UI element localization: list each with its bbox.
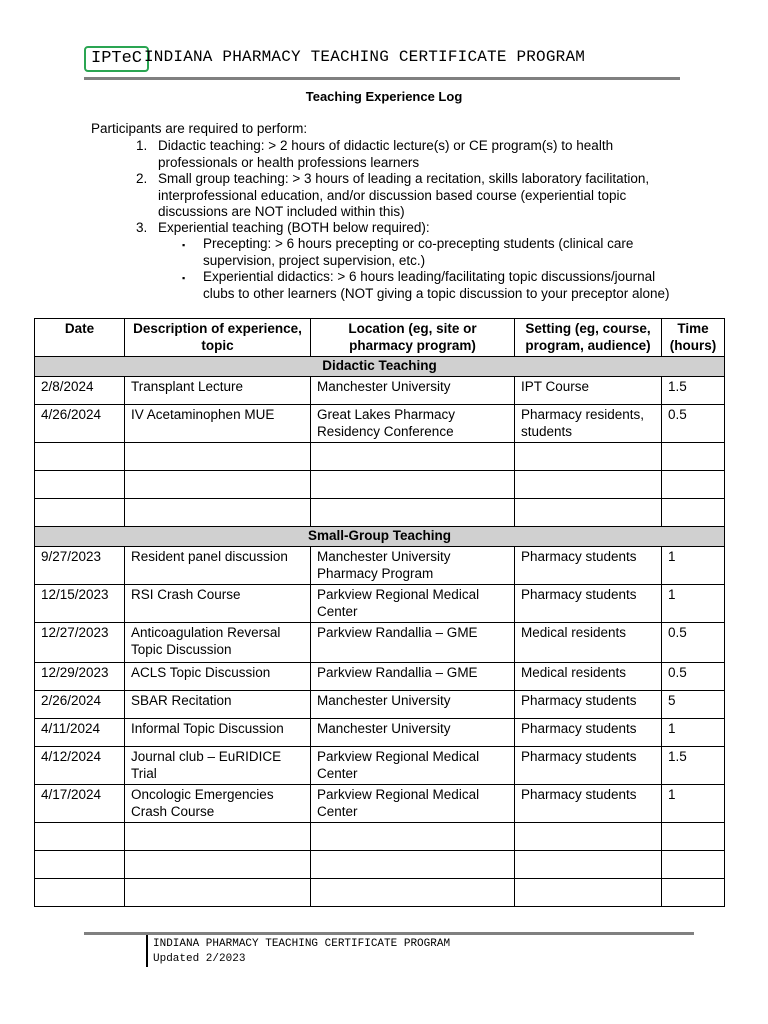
req-line: Experiential didactics: > 6 hours leading/facilitating topic discussions/journal [203,269,656,284]
empty-row [35,471,725,499]
cell-setting: Pharmacy students [515,747,662,785]
footer-bar [146,935,148,967]
cell-location: Parkview Randallia – GME [311,663,515,691]
cell-time: 1 [662,719,725,747]
iptec-logo: IPTeC [84,46,149,72]
header-description: Description of experience, topic [125,319,311,357]
cell-description: Informal Topic Discussion [125,719,311,747]
cell-setting: Pharmacy residents, students [515,405,662,443]
cell-date: 2/26/2024 [35,691,125,719]
header-setting: Setting (eg, course, program, audience) [515,319,662,357]
cell-location: Great Lakes Pharmacy Residency Conference [311,405,515,443]
req-number: 2. [136,171,148,186]
req-line: Didactic teaching: > 2 hours of didactic lecture(s) or CE program(s) to health [158,138,614,153]
intro-text: Participants are required to perform: [91,121,308,136]
header-divider [84,77,680,80]
table-row [35,663,725,691]
header-time: Time (hours) [662,319,725,357]
sub-requirement-experiential [203,269,669,302]
table-row [35,785,725,823]
cell-setting: IPT Course [515,377,662,405]
footer-updated: Updated 2/2023 [153,953,246,965]
table-row [35,623,725,663]
footer-divider [84,932,694,935]
req-number: 1. [136,138,148,153]
table-header-row [35,319,725,357]
req-line: Small group teaching: > 3 hours of leading a recitation, skills laboratory facilitation, [158,171,650,186]
req-line: discussions are NOT included within this) [158,204,405,219]
table-row [35,405,725,443]
table-row [35,747,725,785]
header-date: Date [35,319,125,357]
req-line: interprofessional education, and/or discussion based course (experiential topic [158,187,627,203]
cell-setting: Pharmacy students [515,691,662,719]
cell-location: Parkview Regional Medical Center [311,747,515,785]
page-header [84,46,679,72]
cell-location: Manchester University Pharmacy Program [311,547,515,585]
header-location: Location (eg, site or pharmacy program) [311,319,515,357]
requirement-2 [158,171,649,221]
requirement-3 [158,220,430,237]
requirement-1 [158,138,613,171]
cell-time: 1 [662,547,725,585]
footer-program: INDIANA PHARMACY TEACHING CERTIFICATE PROGRAM [153,938,451,950]
cell-location: Parkview Regional Medical Center [311,585,515,623]
req-line: supervision, project supervision, etc.) [203,252,426,268]
cell-description: ACLS Topic Discussion [125,663,311,691]
cell-time: 0.5 [662,405,725,443]
cell-time: 1.5 [662,747,725,785]
empty-row [35,851,725,879]
cell-date: 12/29/2023 [35,663,125,691]
cell-time: 1.5 [662,377,725,405]
cell-date: 12/27/2023 [35,623,125,663]
cell-setting: Medical residents [515,663,662,691]
cell-time: 1 [662,785,725,823]
req-line: Experiential teaching (BOTH below required): [158,220,430,235]
cell-time: 5 [662,691,725,719]
square-bullet-icon: ▪ [182,240,186,250]
cell-setting: Pharmacy students [515,585,662,623]
table-row [35,377,725,405]
table-row [35,547,725,585]
cell-date: 9/27/2023 [35,547,125,585]
cell-description: RSI Crash Course [125,585,311,623]
cell-description: SBAR Recitation [125,691,311,719]
empty-row [35,499,725,527]
cell-description: Resident panel discussion [125,547,311,585]
cell-description: Anticoagulation Reversal Topic Discussion [125,623,311,663]
cell-location: Manchester University [311,691,515,719]
cell-date: 12/15/2023 [35,585,125,623]
cell-time: 0.5 [662,623,725,663]
req-number: 3. [136,220,148,235]
empty-row [35,443,725,471]
table-row [35,585,725,623]
cell-time: 1 [662,585,725,623]
section-row-didactic [35,357,725,377]
cell-date: 4/26/2024 [35,405,125,443]
teaching-log-table [34,318,725,907]
req-line: clubs to other learners (NOT giving a topic discussion to your preceptor alone) [203,285,670,301]
empty-row [35,823,725,851]
cell-setting: Medical residents [515,623,662,663]
cell-description: Oncologic Emergencies Crash Course [125,785,311,823]
cell-setting: Pharmacy students [515,719,662,747]
cell-description: Transplant Lecture [125,377,311,405]
cell-location: Manchester University [311,719,515,747]
cell-location: Manchester University [311,377,515,405]
cell-setting: Pharmacy students [515,547,662,585]
req-line: professionals or health professions learners [158,154,420,170]
req-line: Precepting: > 6 hours precepting or co-precepting students (clinical care [203,236,634,251]
program-title: INDIANA PHARMACY TEACHING CERTIFICATE PROGRAM [144,48,586,66]
table-row [35,691,725,719]
cell-description: Journal club – EuRIDICE Trial [125,747,311,785]
section-label: Small-Group Teaching [35,527,725,547]
cell-location: Parkview Randallia – GME [311,623,515,663]
cell-description: IV Acetaminophen MUE [125,405,311,443]
square-bullet-icon: ▪ [182,273,186,283]
cell-location: Parkview Regional Medical Center [311,785,515,823]
document-title: Teaching Experience Log [305,89,463,104]
page-footer [153,937,450,967]
cell-date: 4/17/2024 [35,785,125,823]
empty-row [35,879,725,907]
cell-date: 2/8/2024 [35,377,125,405]
cell-date: 4/12/2024 [35,747,125,785]
cell-setting: Pharmacy students [515,785,662,823]
section-label: Didactic Teaching [35,357,725,377]
cell-date: 4/11/2024 [35,719,125,747]
sub-requirement-precepting [203,236,633,269]
cell-time: 0.5 [662,663,725,691]
table-row [35,719,725,747]
section-row-small-group [35,527,725,547]
